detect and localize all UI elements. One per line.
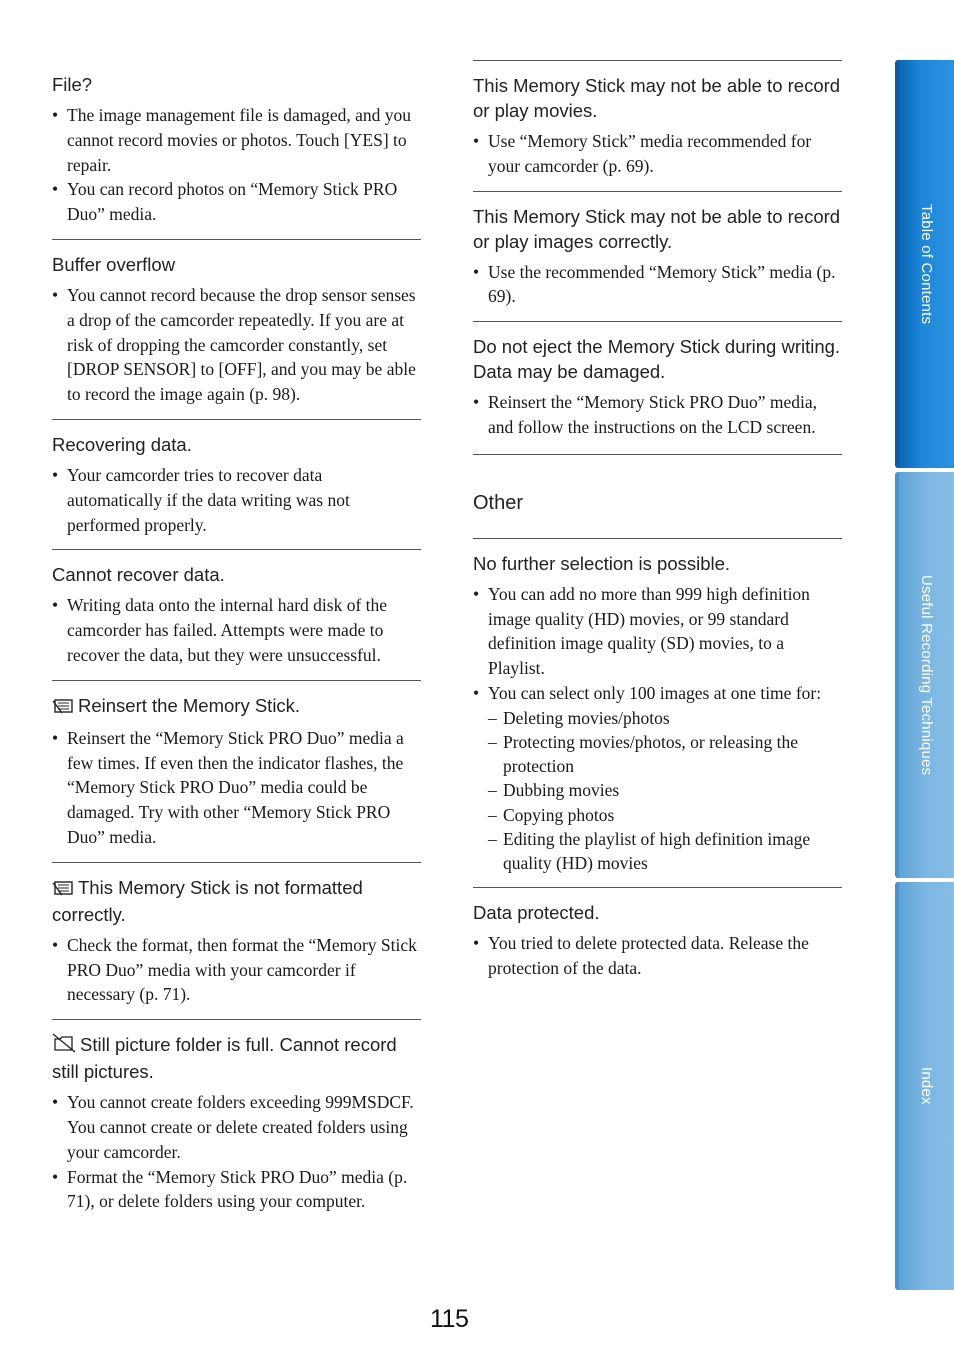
section-folder-full: [52, 1032, 421, 1226]
section-images: [473, 204, 842, 323]
sub-list-item: – Deleting movies/photos: [488, 706, 842, 730]
list-item: • Check the format, then format the “Memory Stick PRO Duo” media with your camcorder if necessary (p. 71).: [52, 933, 421, 1007]
sub-list-item: – Dubbing movies: [488, 778, 842, 802]
sub-list-item: – Editing the playlist of high definition image quality (HD) movies: [488, 827, 842, 875]
page-number: 115: [430, 1305, 469, 1333]
section-recovering-data: [52, 432, 421, 550]
section-heading: [52, 1032, 421, 1084]
list-item: • Writing data onto the internal hard disk of the camcorder has failed. Attempts were made to recover the data, but they were unsuccessful.: [52, 593, 421, 667]
tab-index[interactable]: [895, 882, 954, 1290]
left-column: [52, 60, 421, 1226]
section-other: [473, 491, 842, 539]
right-column: [473, 60, 842, 993]
section-heading: [52, 693, 421, 720]
section-heading: [52, 875, 421, 927]
tab-label: Index: [918, 1067, 935, 1105]
tab-label: Table of Contents: [918, 203, 935, 325]
list-item: • Reinsert the “Memory Stick PRO Duo” media, and follow the instructions on the LCD screen.: [473, 390, 842, 440]
section-heading: File?: [52, 74, 93, 95]
section-cannot-recover: [52, 562, 421, 680]
tab-table-of-contents[interactable]: [895, 60, 954, 468]
tab-label: Useful Recording Techniques: [918, 574, 935, 776]
list-item: • You tried to delete protected data. Release the protection of the data.: [473, 931, 842, 981]
memory-stick-icon: [52, 695, 74, 720]
list-item: • You can add no more than 999 high definition image quality (HD) movies, or 99 standard definition image quality (SD) movies, to a Playlist.: [473, 582, 842, 681]
section-movies: [473, 60, 842, 192]
section-buffer-overflow: [52, 252, 421, 420]
list-item: • You cannot record because the drop sensor senses a drop of the camcorder repeatedly. If you are at risk of dropping the camcorder constantly, set [DROP SENSOR] to [OFF], and you may be able to record the image again (p. 98).: [52, 283, 421, 407]
list-item: • You cannot create folders exceeding 999MSDCF. You cannot create or delete created folders using your camcorder.: [52, 1090, 421, 1164]
list-item: • Use “Memory Stick” media recommended for your camcorder (p. 69).: [473, 129, 842, 179]
section-data-protected: [473, 900, 842, 993]
section-file: [52, 72, 421, 240]
list-item: • The image management file is damaged, and you cannot record movies or photos. Touch [YES] to repair.: [52, 103, 421, 177]
photo-folder-icon: [52, 1033, 76, 1059]
list-item: • Format the “Memory Stick PRO Duo” media (p. 71), or delete folders using your computer.: [52, 1165, 421, 1215]
section-heading: Do not eject the Memory Stick during writing. Data may be damaged.: [473, 336, 841, 383]
section-heading: This Memory Stick may not be able to record or play movies.: [473, 75, 841, 121]
side-tabs: [895, 60, 954, 1290]
section-heading: Recovering data.: [52, 433, 192, 455]
tab-useful-recording-techniques[interactable]: [895, 472, 954, 878]
section-heading: This Memory Stick may not be able to record or play images correctly.: [473, 205, 841, 252]
heading-text: This Memory Stick is not formatted correctly.: [52, 876, 363, 925]
memory-stick-icon: [52, 877, 74, 902]
list-item: • Your camcorder tries to recover data automatically if the data writing was not performed properly.: [52, 463, 421, 537]
list-item: • You can record photos on “Memory Stick PRO Duo” media.: [52, 177, 421, 227]
section-eject: [473, 334, 842, 455]
section-heading: No further selection is possible.: [473, 552, 731, 574]
list-item-text: You can select only 100 images at one time for:: [488, 682, 822, 703]
list-item: • Reinsert the “Memory Stick PRO Duo” media a few times. If even then the indicator flashes, the “Memory Stick PRO Duo” media could be damaged. Try with other “Memory Stick PRO Duo” media.: [52, 726, 421, 850]
list-item: • Use the recommended “Memory Stick” media (p. 69).: [473, 260, 842, 310]
heading-text: Still picture folder is full. Cannot record still pictures.: [52, 1034, 397, 1083]
section-no-further: [473, 551, 842, 888]
sub-list-item: – Protecting movies/photos, or releasing the protection: [488, 730, 842, 778]
section-not-formatted: [52, 875, 421, 1020]
heading-text: Reinsert the Memory Stick.: [78, 694, 301, 716]
section-reinsert: [52, 693, 421, 863]
section-title-other: Other: [473, 491, 524, 514]
list-item: [473, 681, 842, 875]
sub-list-item: – Copying photos: [488, 803, 842, 827]
section-heading: Data protected.: [473, 902, 600, 924]
section-heading: Buffer overflow: [52, 253, 176, 275]
section-heading: Cannot recover data.: [52, 564, 225, 586]
